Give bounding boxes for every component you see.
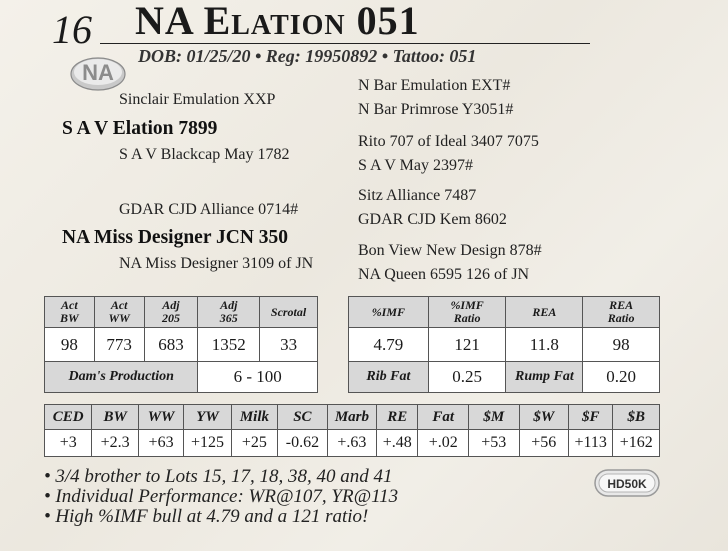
carcass-header-row [349, 297, 660, 328]
notes-list [44, 467, 398, 527]
epd-header-ced: CED [45, 405, 92, 430]
hd50k-logo-text: HD50K [607, 477, 647, 491]
header-act-ww: Act WW [94, 297, 144, 328]
epd-value-b: +162 [613, 430, 660, 457]
epd-table [44, 404, 660, 457]
value-imf-ratio: 121 [428, 328, 506, 362]
pedigree-ds-dam: GDAR CJD Kem 8602 [358, 211, 507, 228]
note-item: • Individual Performance: WR@107, YR@113 [44, 486, 399, 507]
performance-value-row [45, 328, 318, 362]
performance-table [44, 296, 318, 393]
pedigree-sire-sire: Sinclair Emulation XXP [119, 91, 276, 108]
epd-header-b: $B [613, 405, 660, 430]
header-adj-365: Adj 365 [198, 297, 260, 328]
pedigree-sire: S A V Elation 7899 [62, 118, 218, 139]
pedigree-sire-dam: S A V Blackcap May 1782 [119, 146, 290, 163]
value-adj-365: 1352 [198, 328, 260, 362]
header-scrotal: Scrotal [260, 297, 318, 328]
epd-value-m: +53 [468, 430, 519, 457]
carcass-table [348, 296, 660, 393]
dams-production-row [45, 362, 318, 393]
epd-value-fat: +.02 [418, 430, 469, 457]
header-rea-ratio: REA Ratio [583, 297, 660, 328]
rump-fat-value: 0.20 [583, 362, 660, 393]
epd-header-ww: WW [138, 405, 183, 430]
epd-value-row [45, 430, 660, 457]
lot-number: 16 [52, 7, 92, 52]
epd-value-ced: +3 [45, 430, 92, 457]
epd-value-milk: +25 [231, 430, 277, 457]
epd-header-marb: Marb [327, 405, 377, 430]
epd-header-milk: Milk [231, 405, 277, 430]
epd-header-yw: YW [184, 405, 231, 430]
value-scrotal: 33 [260, 328, 318, 362]
pedigree-sd-sire: Rito 707 of Ideal 3407 7075 [358, 133, 539, 150]
value-imf: 4.79 [349, 328, 429, 362]
header-act-bw: Act BW [45, 297, 95, 328]
epd-value-bw: +2.3 [92, 430, 138, 457]
carcass-value-row [349, 328, 660, 362]
epd-header-row [45, 405, 660, 430]
epd-value-yw: +125 [184, 430, 231, 457]
pedigree-ds-sire: Sitz Alliance 7487 [358, 187, 477, 204]
header-imf: %IMF [349, 297, 429, 328]
na-logo-text: NA [82, 60, 114, 85]
pedigree-dam-sire: GDAR CJD Alliance 0714# [119, 201, 299, 218]
rump-fat-label: Rump Fat [506, 362, 583, 393]
rib-fat-label: Rib Fat [349, 362, 429, 393]
dams-production-label: Dam's Production [45, 362, 198, 393]
pedigree-dam: NA Miss Designer JCN 350 [62, 227, 289, 248]
pedigree-ss-dam: N Bar Primrose Y3051# [358, 101, 514, 118]
value-act-bw: 98 [45, 328, 95, 362]
epd-value-f: +113 [569, 430, 613, 457]
pedigree-dd-sire: Bon View New Design 878# [358, 242, 542, 259]
note-item: • High %IMF bull at 4.79 and a 121 ratio! [44, 506, 369, 527]
pedigree-sd-dam: S A V May 2397# [358, 157, 473, 174]
epd-value-re: +.48 [377, 430, 418, 457]
dams-production-value: 6 - 100 [198, 362, 318, 393]
epd-header-re: RE [377, 405, 418, 430]
animal-subinfo: DOB: 01/25/20 • Reg: 19950892 • Tattoo: 051 [138, 46, 477, 66]
epd-header-fat: Fat [418, 405, 469, 430]
header-adj-205: Adj 205 [144, 297, 198, 328]
title-underline [100, 43, 590, 44]
epd-header-m: $M [468, 405, 519, 430]
pedigree-dd-dam: NA Queen 6595 126 of JN [358, 266, 530, 283]
value-act-ww: 773 [94, 328, 144, 362]
epd-value-w: +56 [519, 430, 569, 457]
pedigree-ss-sire: N Bar Emulation EXT# [358, 77, 511, 94]
epd-value-sc: -0.62 [278, 430, 328, 457]
na-prefix-logo-icon [68, 52, 128, 92]
note-item: • 3/4 brother to Lots 15, 17, 18, 38, 40 and 41 [44, 466, 393, 487]
header-rea: REA [506, 297, 583, 328]
epd-header-f: $F [569, 405, 613, 430]
animal-name: NA Elation 051 [135, 0, 420, 43]
epd-value-ww: +63 [138, 430, 183, 457]
fat-row [349, 362, 660, 393]
header-imf-ratio: %IMF Ratio [428, 297, 506, 328]
epd-header-bw: BW [92, 405, 138, 430]
epd-header-sc: SC [278, 405, 328, 430]
value-rea-ratio: 98 [583, 328, 660, 362]
value-rea: 11.8 [506, 328, 583, 362]
performance-header-row [45, 297, 318, 328]
pedigree-dam-dam: NA Miss Designer 3109 of JN [119, 255, 314, 272]
hd50k-logo [594, 469, 660, 497]
epd-value-marb: +.63 [327, 430, 377, 457]
value-adj-205: 683 [144, 328, 198, 362]
rib-fat-value: 0.25 [428, 362, 506, 393]
epd-header-w: $W [519, 405, 569, 430]
